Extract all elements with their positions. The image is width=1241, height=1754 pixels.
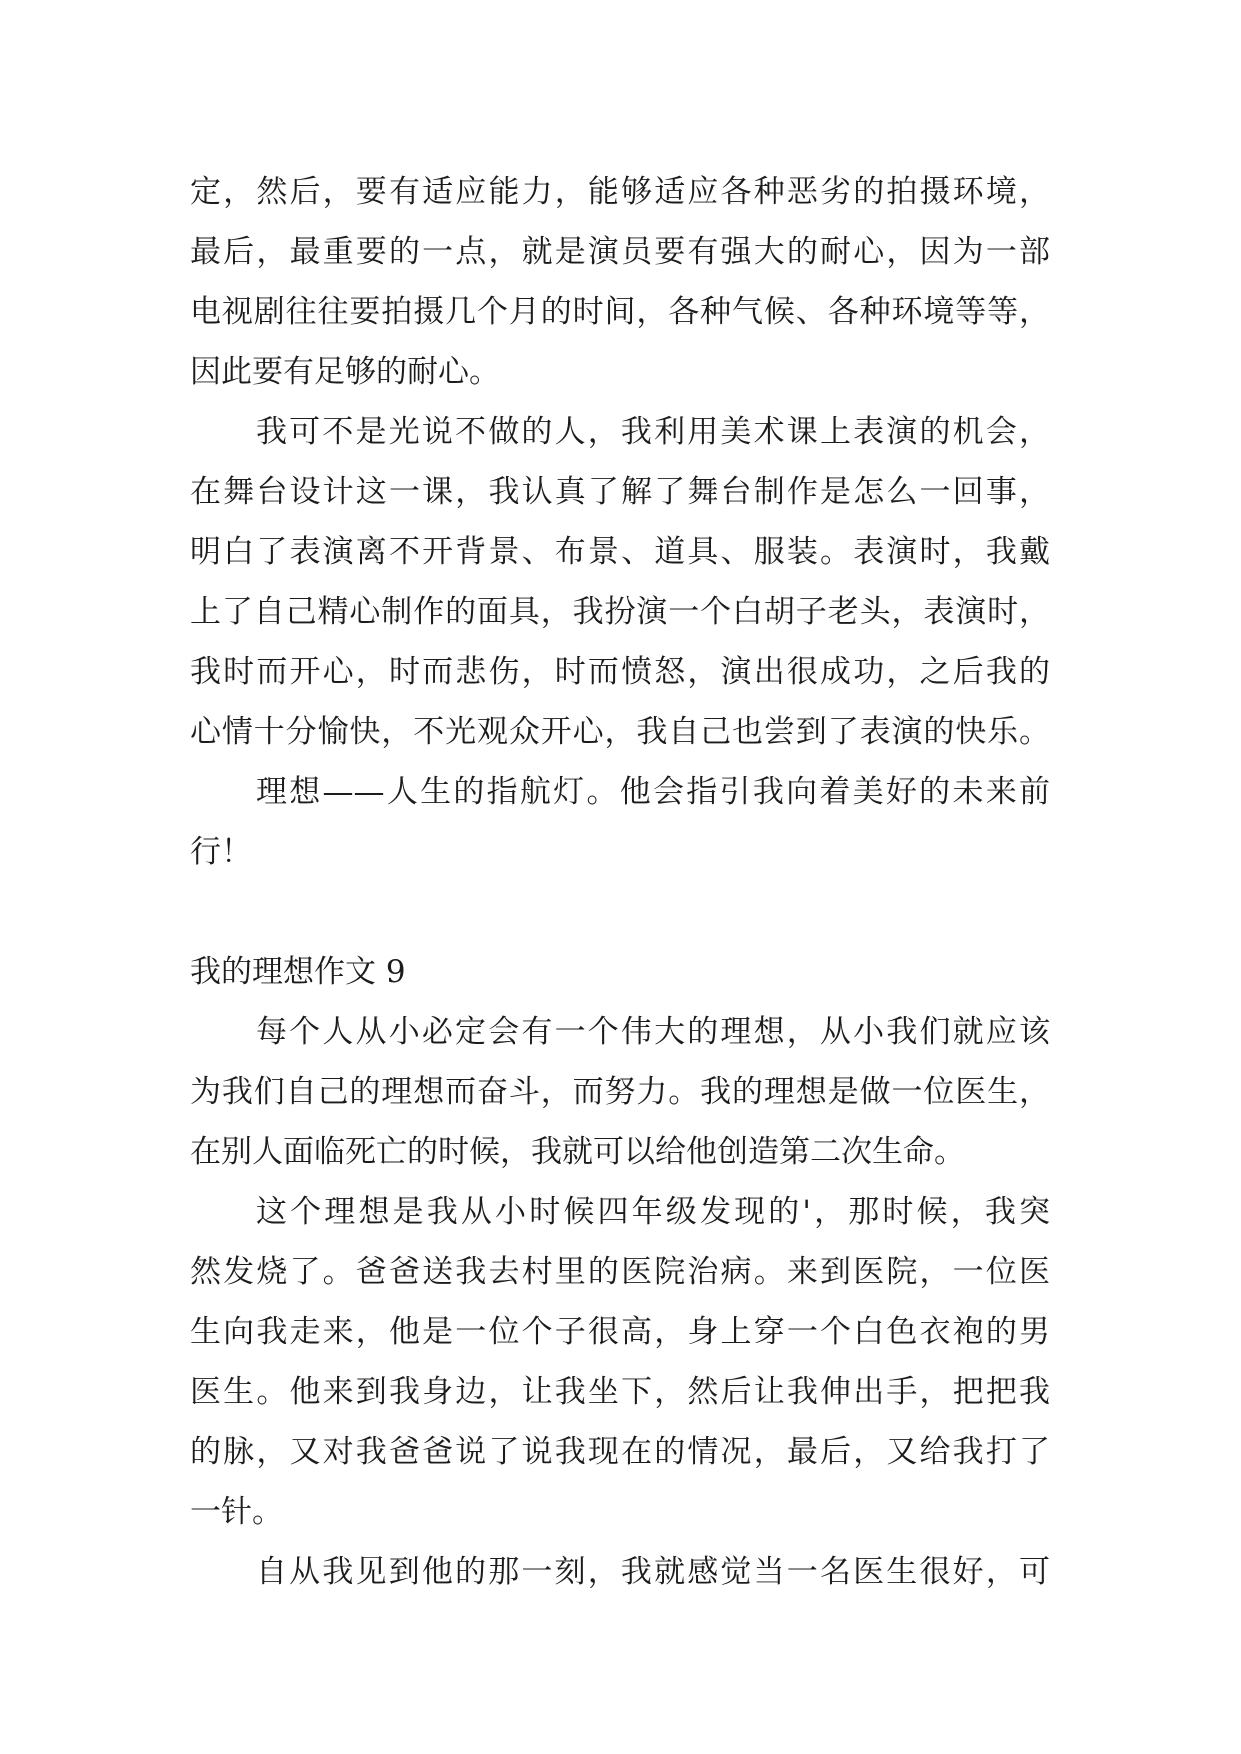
text-line: 心情十分愉快，不光观众开心，我自己也尝到了表演的快乐。 xyxy=(190,714,1050,750)
text-line: 一针。 xyxy=(190,1494,283,1530)
text-line: 明白了表演离不开背景、布景、道具、服装。表演时，我戴 xyxy=(190,534,1050,570)
paragraph xyxy=(190,1542,1050,1602)
text-line: 为我们自己的理想而奋斗，而努力。我的理想是做一位医生， xyxy=(190,1074,1050,1110)
text-line: 最后，最重要的一点，就是演员要有强大的耐心，因为一部 xyxy=(190,234,1050,270)
section-spacer xyxy=(190,882,1050,942)
text-line: 我可不是光说不做的人，我利用美术课上表演的机会， xyxy=(256,414,1050,450)
text-line: 在舞台设计这一课，我认真了解了舞台制作是怎么一回事， xyxy=(190,474,1050,510)
text-line: 在别人面临死亡的时候，我就可以给他创造第二次生命。 xyxy=(190,1134,965,1170)
text-line: 电视剧往往要拍摄几个月的时间，各种气候、各种环境等等， xyxy=(190,294,1050,330)
text-line: 的脉，又对我爸爸说了说我现在的情况，最后，又给我打了 xyxy=(190,1434,1050,1470)
paragraph xyxy=(190,1002,1050,1182)
text-line: 医生。他来到我身边，让我坐下，然后让我伸出手，把把我 xyxy=(190,1374,1050,1410)
text-line: 然发烧了。爸爸送我去村里的医院治病。来到医院，一位医 xyxy=(190,1254,1050,1290)
text-line: 每个人从小必定会有一个伟大的理想，从小我们就应该 xyxy=(256,1014,1050,1050)
text-line: 生向我走来，他是一位个子很高，身上穿一个白色衣袍的男 xyxy=(190,1314,1050,1350)
text-line: 自从我见到他的那一刻，我就感觉当一名医生很好，可 xyxy=(256,1554,1050,1590)
text-line: 上了自己精心制作的面具，我扮演一个白胡子老头，表演时， xyxy=(190,594,1050,630)
section-heading: 我的理想作文 9 xyxy=(190,954,406,990)
document-body xyxy=(190,162,1050,1602)
text-line: 因此要有足够的耐心。 xyxy=(190,354,500,390)
paragraph xyxy=(190,162,1050,402)
paragraph xyxy=(190,762,1050,882)
text-line: 我时而开心，时而悲伤，时而愤怒，演出很成功，之后我的 xyxy=(190,654,1050,690)
paragraph xyxy=(190,402,1050,762)
text-line: 这个理想是我从小时候四年级发现的'，那时候，我突 xyxy=(256,1194,1050,1230)
text-line: 定，然后，要有适应能力，能够适应各种恶劣的拍摄环境， xyxy=(190,174,1050,210)
paragraph xyxy=(190,1182,1050,1542)
text-line: 行！ xyxy=(190,834,252,870)
text-line: 理想——人生的指航灯。他会指引我向着美好的未来前 xyxy=(256,774,1050,810)
